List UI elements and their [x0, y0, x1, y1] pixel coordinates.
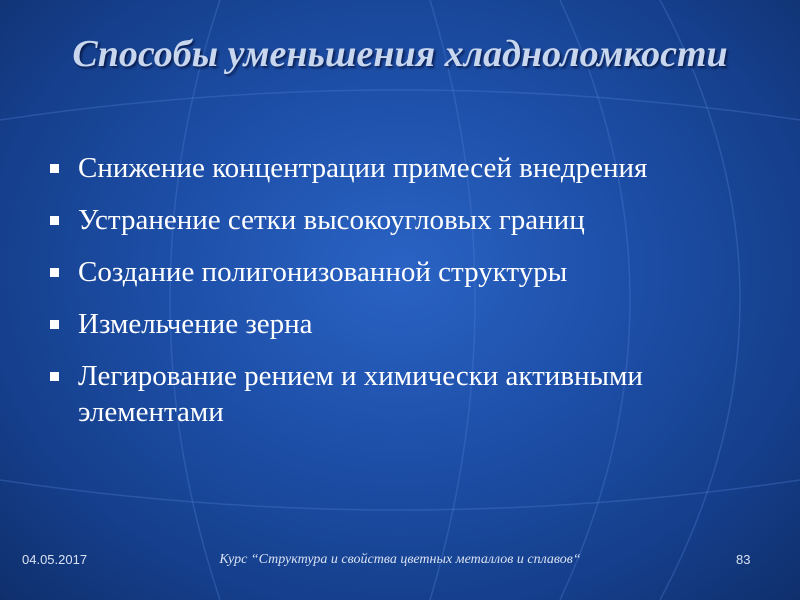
- bullet-item: [48, 358, 748, 430]
- slide-title: Способы уменьшения хладноломкости: [72, 33, 728, 75]
- bullet-text: Создание полигонизованной структуры: [78, 256, 568, 288]
- bullet-text: Устранение сетки высокоугловых границ: [78, 204, 585, 236]
- footer-course-title: Курс “Структура и свойства цветных металлов и сплавов“: [219, 552, 581, 567]
- bullet-item: [48, 150, 748, 186]
- square-bullet-icon: [50, 320, 59, 329]
- page-number: 83: [736, 552, 751, 567]
- footer-date: 04.05.2017: [22, 552, 88, 567]
- square-bullet-icon: [50, 372, 59, 381]
- bullet-text: Легирование рением и химически активными элементами: [78, 360, 643, 428]
- bullet-text: Снижение концентрации примесей внедрения: [78, 152, 648, 184]
- bullet-list: [48, 150, 748, 446]
- bullet-item: [48, 202, 748, 238]
- square-bullet-icon: [50, 164, 59, 173]
- square-bullet-icon: [50, 216, 59, 225]
- bullet-text: Измельчение зерна: [78, 308, 313, 340]
- bullet-item: [48, 306, 748, 342]
- square-bullet-icon: [50, 268, 59, 277]
- bullet-item: [48, 254, 748, 290]
